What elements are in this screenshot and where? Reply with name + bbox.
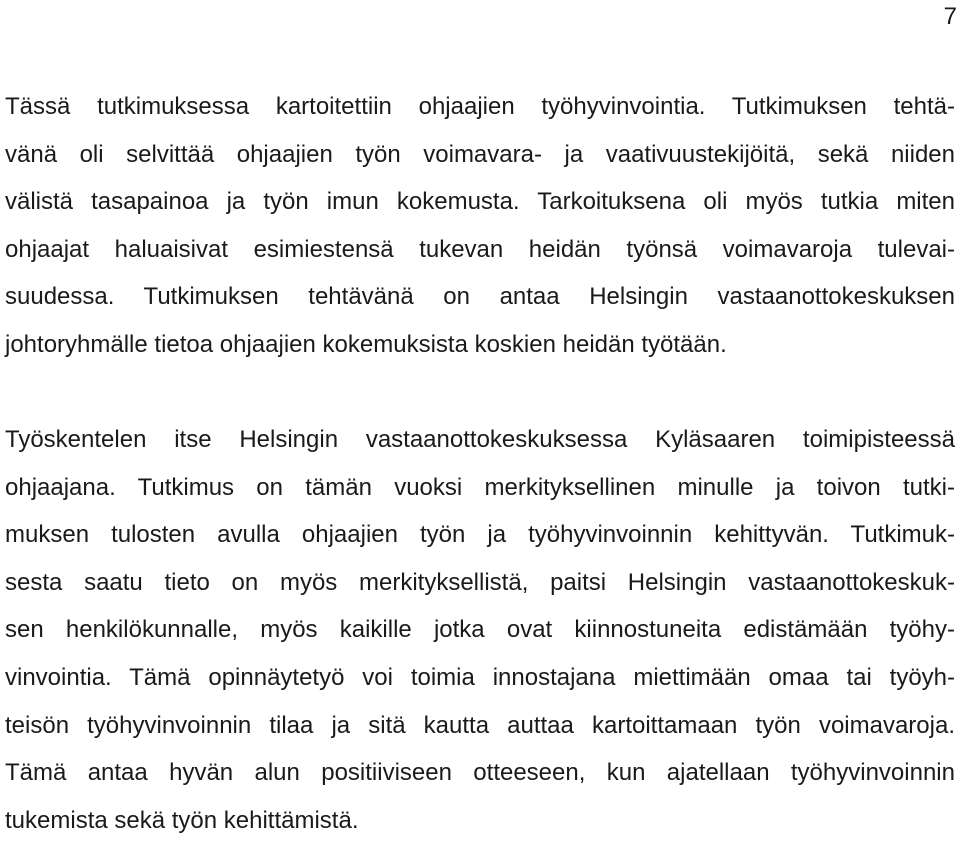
text-line: Tässä tutkimuksessa kartoitettiin ohjaajien työhyvinvointia. Tutkimuksen tehtä- bbox=[5, 93, 955, 120]
text-line: Työskentelen itse Helsingin vastaanottokeskuksessa Kyläsaaren toimipisteessä bbox=[5, 426, 955, 453]
text-line: välistä tasapainoa ja työn imun kokemusta. Tarkoituksena oli myös tutkia miten bbox=[5, 188, 955, 216]
text-line: tukemista sekä työn kehittämistä. bbox=[5, 806, 359, 834]
text-line: sen henkilökunnalle, myös kaikille jotka ovat kiinnostuneita edistämään työhy- bbox=[5, 616, 955, 644]
text-line: muksen tulosten avulla ohjaajien työn ja työhyvinvoinnin kehittyvän. Tutkimuk- bbox=[5, 521, 955, 549]
text-line: vänä oli selvittää ohjaajien työn voimavara- ja vaativuustekijöitä, sekä niiden bbox=[5, 140, 955, 168]
text-line: Tämä antaa hyvän alun positiiviseen otteeseen, kun ajatellaan työhyvinvoinnin bbox=[5, 759, 955, 787]
text-line: vinvointia. Tämä opinnäytetyö voi toimia innostajana miettimään omaa tai työyh- bbox=[5, 663, 955, 691]
text-line: sesta saatu tieto on myös merkityksellistä, paitsi Helsingin vastaanottokeskuk- bbox=[5, 568, 955, 596]
paragraph-1 bbox=[5, 83, 955, 369]
text-line: teisön työhyvinvoinnin tilaa ja sitä kautta auttaa kartoittamaan työn voimavaroja. bbox=[5, 711, 955, 739]
paragraph-2 bbox=[5, 416, 955, 844]
text-line: suudessa. Tutkimuksen tehtävänä on antaa Helsingin vastaanottokeskuksen bbox=[5, 283, 955, 311]
page-number: 7 bbox=[943, 3, 957, 30]
text-line: ohjaajat haluaisivat esimiestensä tukevan heidän työnsä voimavaroja tulevai- bbox=[5, 235, 955, 263]
text-line: johtoryhmälle tietoa ohjaajien kokemuksista koskien heidän työtään. bbox=[5, 330, 727, 358]
text-line: ohjaajana. Tutkimus on tämän vuoksi merkityksellinen minulle ja toivon tutki- bbox=[5, 473, 955, 501]
